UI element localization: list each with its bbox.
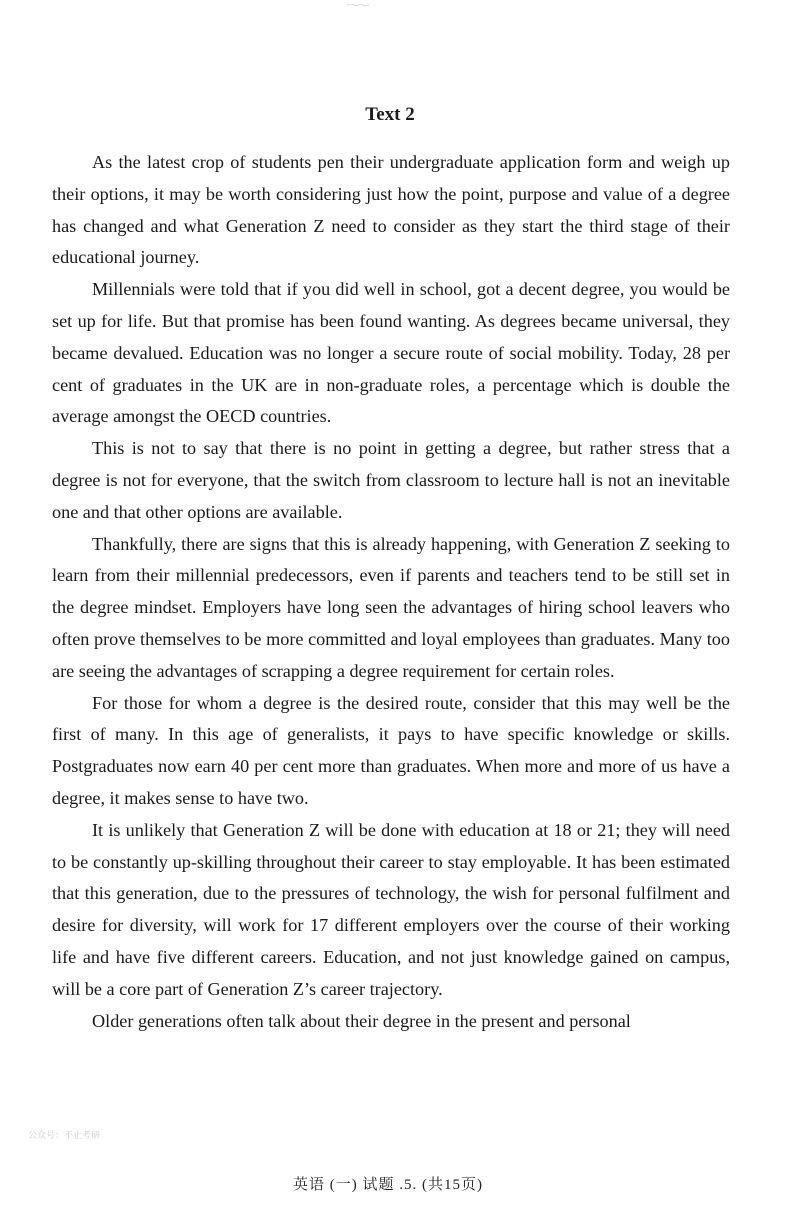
paragraph: Millennials were told that if you did well in school, got a decent degree, you would be set up for life. But that promise has been found wanting. As degrees became universal, they became devalued. Education was no longer a secure route of social mobility. Today, 28 per cent of graduates in the UK are in non-graduate roles, a percentage which is double the average amongst the OECD countries. bbox=[52, 279, 730, 427]
scan-mark bbox=[346, 2, 370, 8]
paragraph: It is unlikely that Generation Z will be done with education at 18 or 21; they will need to be constantly up-skilling throughout their career to stay employable. It has been estimated that this generation, due to the pressures of technology, the wish for personal fulfilment and desire for diversity, will work for 17 different employers over the course of their working life and have five different careers. Education, and not just knowledge gained on campus, will be a core part of Generation Z’s career trajectory. bbox=[52, 819, 730, 999]
paragraph: For those for whom a degree is the desired route, consider that this may well be the first of many. In this age of generalists, it pays to have specific knowledge or skills. Postgraduates now earn 40 per cent more than graduates. When more and more of us have a degree, it makes sense to have two. bbox=[52, 692, 730, 808]
paragraph: This is not to say that there is no point in getting a degree, but rather stress that a degree is not for everyone, that the switch from classroom to lecture hall is not an inevitable one and that other options are available. bbox=[52, 438, 730, 522]
paragraph: Thankfully, there are signs that this is already happening, with Generation Z seeking to learn from their millennial predecessors, even if parents and teachers tend to be still set in the degree mindset. Employers have long seen the advantages of hiring school leavers who often prove themselves to be more committed and loyal employees than graduates. Many too are seeing the advantages of scrapping a degree requirement for certain roles. bbox=[52, 533, 730, 681]
page-footer: 英语 (一) 试题 .5. (共15页) bbox=[293, 1177, 483, 1193]
passage-body bbox=[52, 147, 730, 1037]
paragraph: Older generations often talk about their degree in the present and personal bbox=[92, 1010, 631, 1031]
watermark: 公众号：不止考研 bbox=[28, 1131, 101, 1141]
paragraph: As the latest crop of students pen their undergraduate application form and weigh up their options, it may be worth considering just how the point, purpose and value of a degree has changed and what Generation Z need to consider as they start the third stage of their educational journey. bbox=[52, 152, 730, 268]
text-title: Text 2 bbox=[365, 104, 415, 125]
